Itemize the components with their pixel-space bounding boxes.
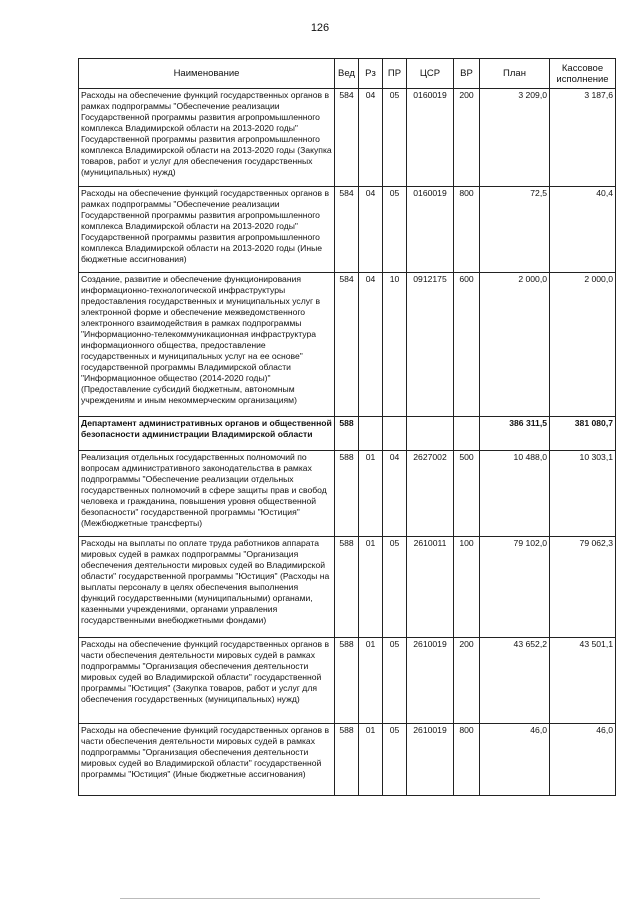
- cell-ved: 588: [335, 417, 359, 451]
- cell-kass: 40,4: [550, 187, 616, 273]
- table-row: [79, 187, 616, 273]
- table-row-department: [79, 417, 616, 451]
- cell-plan: 2 000,0: [480, 273, 550, 417]
- cell-name: Создание, развитие и обеспечение функционирования информационно-технологической инфраструктуры предоставления государственных и муниципальных услуг в электронной форме и обеспечение межведомственного электронного взаимодействия в рамках подпрограммы "Информационно-телекоммуникационная инфраструктура информационного общества, предоставление государственных и муниципальных услуг на ее основе" государственной программы Владимирской области "Информационное общество (2014-2020 годы)" (Предоставление субсидий бюджетным, автономным учреждениям и иным некоммерческим организациям): [79, 273, 335, 417]
- cell-vr: 800: [454, 724, 480, 796]
- cell-name: Расходы на обеспечение функций государственных органов в рамках подпрограммы "Обеспечение реализации Государственной программы развития агропромышленного комплекса Владимирской области на 2013-2020 годы" Государственной программы развития агропромышленного комплекса Владимирской области на 2013-2020 годы (Иные бюджетные ассигнования): [79, 187, 335, 273]
- cell-pr: 05: [383, 187, 407, 273]
- cell-plan: 43 652,2: [480, 638, 550, 724]
- cell-pr: 10: [383, 273, 407, 417]
- cell-csr: 0912175: [407, 273, 454, 417]
- table-row: [79, 451, 616, 537]
- header-vr: ВР: [454, 59, 480, 89]
- cell-vr: 100: [454, 537, 480, 638]
- header-pr: ПР: [383, 59, 407, 89]
- cell-vr: 600: [454, 273, 480, 417]
- cell-name: Реализация отдельных государственных полномочий по вопросам административного законодательства в рамках подпрограммы "Обеспечение реализации отдельных государственных полномочий в сфере защиты прав и свобод человека и гражданина, повышения уровня общественной безопасности" государственной программы "Юстиция" (Межбюджетные трансферты): [79, 451, 335, 537]
- cell-ved: 584: [335, 89, 359, 187]
- cell-csr: 2627002: [407, 451, 454, 537]
- cell-plan: 79 102,0: [480, 537, 550, 638]
- header-rz: Рз: [359, 59, 383, 89]
- cell-kass: 381 080,7: [550, 417, 616, 451]
- table-row: [79, 724, 616, 796]
- cell-rz: 01: [359, 724, 383, 796]
- cell-plan: 72,5: [480, 187, 550, 273]
- cell-csr: 2610011: [407, 537, 454, 638]
- cell-vr: 800: [454, 187, 480, 273]
- cell-ved: 588: [335, 724, 359, 796]
- cell-pr: [383, 417, 407, 451]
- cell-vr: 200: [454, 638, 480, 724]
- cell-rz: 04: [359, 89, 383, 187]
- cell-csr: [407, 417, 454, 451]
- cell-ved: 584: [335, 273, 359, 417]
- cell-rz: 01: [359, 638, 383, 724]
- cell-csr: 0160019: [407, 89, 454, 187]
- cell-plan: 3 209,0: [480, 89, 550, 187]
- cell-csr: 2610019: [407, 638, 454, 724]
- cell-name: Расходы на обеспечение функций государственных органов в части обеспечения деятельности мировых судей в рамках подпрограммы "Организация обеспечения деятельности мировых судей во Владимирской области" государственной программы "Юстиция" (Закупка товаров, работ и услуг для обеспечения государственных (муниципальных) нужд): [79, 638, 335, 724]
- cell-ved: 588: [335, 537, 359, 638]
- table-row: [79, 537, 616, 638]
- header-plan: План: [480, 59, 550, 89]
- cell-plan: 46,0: [480, 724, 550, 796]
- cell-pr: 05: [383, 724, 407, 796]
- cell-kass: 43 501,1: [550, 638, 616, 724]
- cell-kass: 46,0: [550, 724, 616, 796]
- cell-rz: 01: [359, 537, 383, 638]
- cell-kass: 3 187,6: [550, 89, 616, 187]
- header-csr: ЦСР: [407, 59, 454, 89]
- cell-kass: 2 000,0: [550, 273, 616, 417]
- cell-kass: 79 062,3: [550, 537, 616, 638]
- cell-vr: 500: [454, 451, 480, 537]
- cell-csr: 0160019: [407, 187, 454, 273]
- table-row: [79, 638, 616, 724]
- cell-rz: 01: [359, 451, 383, 537]
- table-row: [79, 89, 616, 187]
- budget-table: [78, 58, 616, 796]
- page-bottom-rule: [120, 898, 540, 899]
- cell-name: Расходы на выплаты по оплате труда работников аппарата мировых судей в рамках подпрограммы "Организация обеспечения деятельности мировых судей во Владимирской области" государственной программы "Юстиция" (Расходы на выплаты персоналу в целях обеспечения выполнения функций государственными (муниципальными) органами, казенными учреждениями, органами управления государственными внебюджетными фондами): [79, 537, 335, 638]
- cell-plan: 10 488,0: [480, 451, 550, 537]
- header-name: Наименование: [79, 59, 335, 89]
- cell-vr: 200: [454, 89, 480, 187]
- cell-pr: 05: [383, 89, 407, 187]
- header-ved: Вед: [335, 59, 359, 89]
- cell-kass: 10 303,1: [550, 451, 616, 537]
- cell-pr: 05: [383, 638, 407, 724]
- table-row: [79, 273, 616, 417]
- cell-pr: 04: [383, 451, 407, 537]
- cell-plan: 386 311,5: [480, 417, 550, 451]
- cell-rz: 04: [359, 187, 383, 273]
- header-kass: Кассовое исполнение: [550, 59, 616, 89]
- cell-name: Расходы на обеспечение функций государственных органов в части обеспечения деятельности мировых судей в рамках подпрограммы "Организация обеспечения деятельности мировых судей во Владимирской области" государственной программы "Юстиция" (Иные бюджетные ассигнования): [79, 724, 335, 796]
- cell-name: Расходы на обеспечение функций государственных органов в рамках подпрограммы "Обеспечение реализации Государственной программы развития агропромышленного комплекса Владимирской области на 2013-2020 годы" Государственной программы развития агропромышленного комплекса Владимирской области на 2013-2020 годы (Закупка товаров, работ и услуг для обеспечения государственных (муниципальных) нужд): [79, 89, 335, 187]
- cell-vr: [454, 417, 480, 451]
- cell-ved: 588: [335, 451, 359, 537]
- cell-rz: 04: [359, 273, 383, 417]
- cell-csr: 2610019: [407, 724, 454, 796]
- cell-rz: [359, 417, 383, 451]
- cell-ved: 584: [335, 187, 359, 273]
- page-number: 126: [310, 22, 330, 34]
- cell-ved: 588: [335, 638, 359, 724]
- table-header-row: [79, 59, 616, 89]
- cell-name: Департамент административных органов и общественной безопасности администрации Владимирской области: [79, 417, 335, 451]
- cell-pr: 05: [383, 537, 407, 638]
